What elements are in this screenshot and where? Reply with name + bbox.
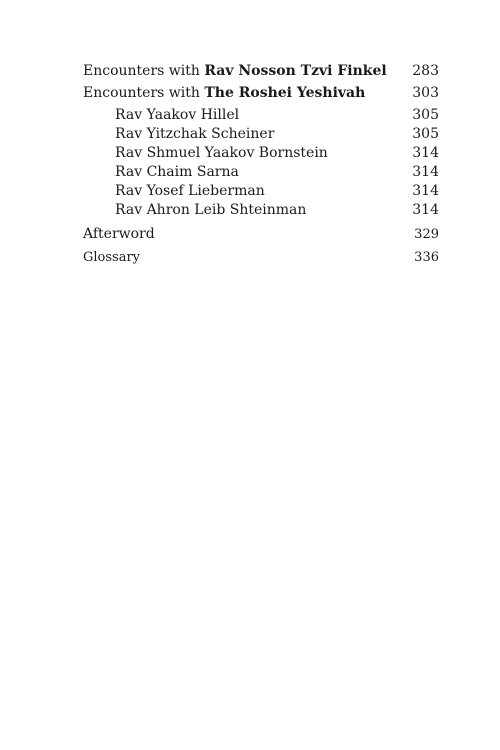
toc-entry-prefix: Encounters with [83, 63, 200, 79]
table-of-contents [83, 62, 439, 267]
toc-entry-afterword[interactable] [83, 225, 439, 244]
toc-sub-entry[interactable] [83, 144, 439, 163]
toc-page-number: 305 [412, 107, 439, 123]
toc-page-number: 314 [412, 183, 439, 199]
toc-entry-title: Glossary [83, 250, 141, 265]
toc-page-number: 305 [412, 126, 439, 142]
toc-page-number: 336 [414, 250, 439, 265]
toc-entry-prefix: Encounters with [83, 85, 200, 101]
toc-sub-entry[interactable] [83, 182, 439, 201]
toc-sub-entry-title: Rav Yaakov Hillel [115, 107, 240, 123]
toc-page-number: 314 [412, 164, 439, 180]
toc-entry-finkel[interactable] [83, 62, 439, 81]
toc-page-number: 283 [412, 63, 439, 79]
toc-page-number: 314 [412, 202, 439, 218]
toc-entry-glossary[interactable] [83, 248, 439, 267]
toc-sub-entry[interactable] [83, 106, 439, 125]
toc-sub-entry-title: Rav Shmuel Yaakov Bornstein [115, 145, 328, 161]
toc-sub-entry-title: Rav Chaim Sarna [115, 164, 239, 180]
toc-sub-entry[interactable] [83, 125, 439, 144]
toc-entry-title: Afterword [83, 226, 155, 242]
toc-sub-entry-title: Rav Ahron Leib Shteinman [115, 202, 307, 218]
toc-entry-name: Rav Nosson Tzvi Finkel [204, 63, 387, 79]
toc-entry-title [83, 62, 387, 81]
toc-page-number: 303 [412, 85, 439, 101]
toc-entry-name: The Roshei Yeshivah [204, 85, 366, 101]
toc-sub-entry[interactable] [83, 163, 439, 182]
toc-page-number: 329 [414, 227, 439, 242]
toc-entry-title [83, 84, 365, 103]
toc-entry-roshei-yeshivah[interactable] [83, 84, 439, 103]
toc-sub-entry-title: Rav Yosef Lieberman [115, 183, 265, 199]
toc-page-number: 314 [412, 145, 439, 161]
toc-sub-entry[interactable] [83, 201, 439, 220]
toc-sub-entry-title: Rav Yitzchak Scheiner [115, 126, 275, 142]
